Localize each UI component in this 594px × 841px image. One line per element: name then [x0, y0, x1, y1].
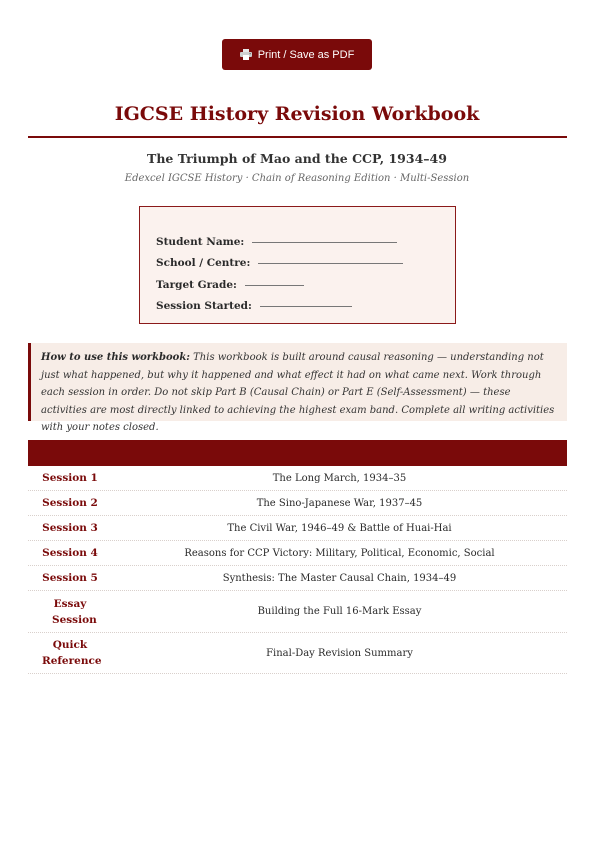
session-topic: The Sino-Japanese War, 1937–45	[256, 497, 423, 509]
session-topic: Synthesis: The Master Causal Chain, 1934–49	[222, 572, 457, 584]
session-row	[28, 591, 567, 633]
how-to-use-text: This workbook is built around causal reasoning — understanding not just what happened, but why it happened and what effect it had on what came next. Work through each session in order. Do not skip Part B (Causal Chain) or Part E (Self-Assessment) — these activities are most directly linked to achieving the highest exam band. Complete all writing activities with your notes closed.	[41, 352, 555, 433]
student-name-field[interactable]	[252, 241, 397, 243]
session-label: Session 5	[42, 572, 98, 584]
how-to-use-lead: How to use this workbook:	[41, 352, 190, 363]
sessions-table-header	[28, 440, 567, 466]
session-topic: The Long March, 1934–35	[272, 472, 407, 484]
session-label: Session 1	[42, 472, 98, 484]
session-topic: The Civil War, 1946–49 & Battle of Huai-Hai	[227, 522, 452, 534]
session-topic: Final-Day Revision Summary	[266, 647, 413, 659]
session-row	[28, 466, 567, 491]
workbook-subtitle: The Triumph of Mao and the CCP, 1934–49	[147, 151, 447, 166]
session-label: Session 4	[42, 547, 98, 559]
session-row	[28, 491, 567, 516]
how-to-use-note	[28, 343, 567, 433]
school-centre-row	[156, 248, 455, 270]
session-topic: Building the Full 16-Mark Essay	[257, 606, 422, 617]
session-row	[28, 633, 567, 674]
title-divider	[28, 136, 567, 138]
school-centre-field[interactable]	[258, 262, 403, 264]
session-row	[28, 541, 567, 566]
session-label: Quick Reference	[42, 639, 102, 667]
session-started-label: Session Started:	[156, 300, 252, 312]
print-save-pdf-button[interactable]	[222, 39, 373, 70]
sessions-table	[28, 466, 567, 674]
page-title: IGCSE History Revision Workbook	[114, 103, 480, 125]
edition-line: Edexcel IGCSE History · Chain of Reasoning Edition · Multi-Session	[124, 173, 470, 184]
session-label: Session 2	[42, 497, 98, 509]
session-row	[28, 566, 567, 591]
target-grade-label: Target Grade:	[156, 278, 237, 291]
session-label: Session 3	[42, 522, 98, 534]
student-name-label: Student Name:	[156, 235, 245, 248]
target-grade-row	[156, 269, 455, 291]
student-name-row	[156, 226, 455, 248]
print-button-label: Print / Save as PDF	[257, 48, 355, 61]
printer-icon	[240, 49, 252, 60]
session-label: Essay Session	[52, 597, 97, 626]
session-row	[28, 516, 567, 541]
session-started-row	[156, 291, 455, 313]
target-grade-field[interactable]	[245, 284, 304, 286]
student-details-box	[139, 206, 456, 324]
session-topic: Reasons for CCP Victory: Military, Political, Economic, Social	[184, 547, 495, 559]
print-bar	[0, 39, 594, 70]
session-started-field[interactable]	[260, 305, 352, 307]
school-centre-label: School / Centre:	[156, 257, 251, 269]
